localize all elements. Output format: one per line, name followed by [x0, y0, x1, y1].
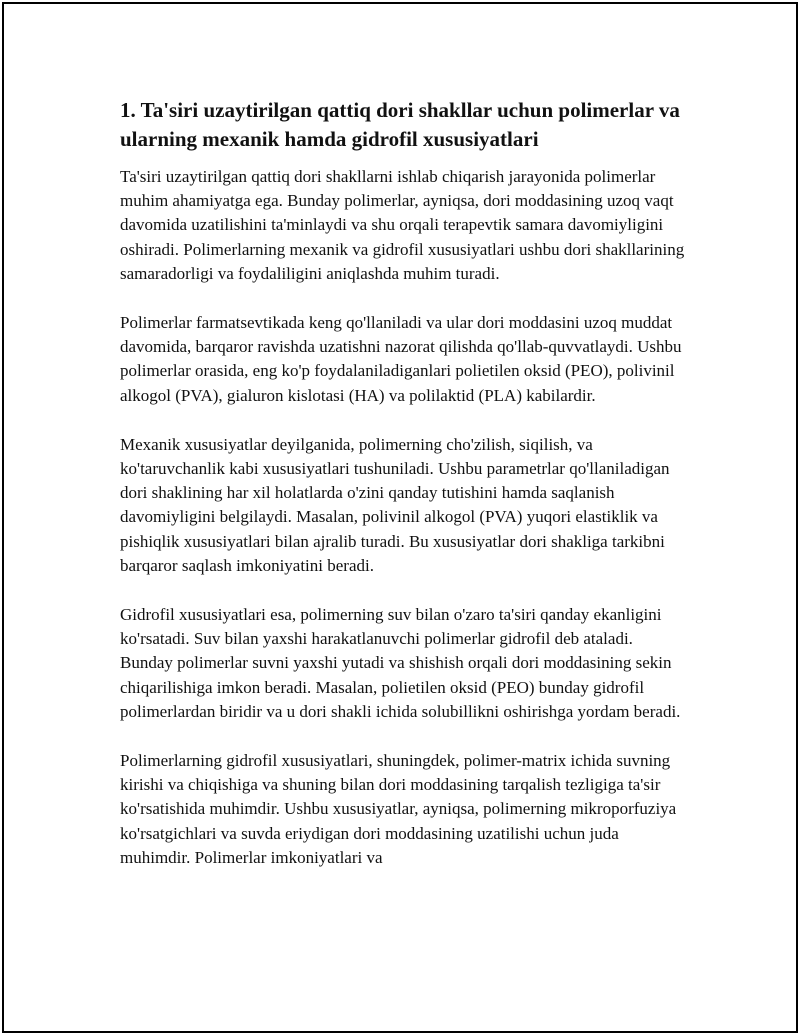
paragraph-3: Mexanik xususiyatlar deyilganida, polimerning cho'zilish, siqilish, va ko'taruvchanlik kabi xususiyatlari tushuniladi. Ushbu parametrlar qo'llaniladigan dori shaklining har xil holatlarda o'zini qanday tutishini hamda saqlanish davomiyligini belgilaydi. Masalan, polivinil alkogol (PVA) yuqori elastiklik va pishiqlik xususiyatlari bilan ajralib turadi. Bu xususiyatlar dori shakliga tarkibni barqaror saqlash imkoniyatini beradi.: [120, 434, 670, 575]
section-heading: 1. Ta'siri uzaytirilgan qattiq dori shakllar uchun polimerlar va ularning mexanik hamda gidrofil xususiyatlari: [120, 98, 680, 151]
paragraph-4: Gidrofil xususiyatlari esa, polimerning suv bilan o'zaro ta'siri qanday ekanligini ko'rsatadi. Suv bilan yaxshi harakatlanuvchi polimerlar gidrofil deb ataladi. Bunday polimerlar suvni yaxshi yutadi va shishish orqali dori moddasining sekin chiqarilishiga imkon beradi. Masalan, polietilen oksid (PEO) bunday gidrofil polimerlardan biridir va u dori shakli ichida solubillikni oshirishga yordam beradi.: [120, 605, 681, 721]
document-page: [2, 2, 798, 1033]
document-content: [120, 96, 688, 895]
paragraph-5: Polimerlarning gidrofil xususiyatlari, shuningdek, polimer-matrix ichida suvning kirishi va chiqishiga va shuning bilan dori moddasining tarqalish tezligiga ta'sir ko'rsatishida muhimdir. Ushbu xususiyatlar, ayniqsa, polimerning mikroporfuziya ko'rsatgichlari va suvda eriydigan dori moddasining uzatilishi uchun juda muhimdir. Polimerlar imkoniyatlari va: [120, 751, 677, 867]
paragraph-1: Ta'siri uzaytirilgan qattiq dori shakllarni ishlab chiqarish jarayonida polimerlar muhim ahamiyatga ega. Bunday polimerlar, ayniqsa, dori moddasining uzoq vaqt davomida uzatilishini ta'minlaydi va shu orqali terapevtik samara davomiyligini oshiradi. Polimerlarning mexanik va gidrofil xususiyatlari ushbu dori shakllarining samaradorligi va foydaliligini aniqlashda muhim turadi.: [120, 167, 685, 283]
paragraph-2: Polimerlar farmatsevtikada keng qo'llaniladi va ular dori moddasini uzoq muddat davomida, barqaror ravishda uzatishni nazorat qilishda qo'llab-quvvatlaydi. Ushbu polimerlar orasida, eng ko'p foydalaniladiganlari polietilen oksid (PEO), polivinil alkogol (PVA), gialuron kislotasi (HA) va polilaktid (PLA) kabilardir.: [120, 313, 682, 405]
